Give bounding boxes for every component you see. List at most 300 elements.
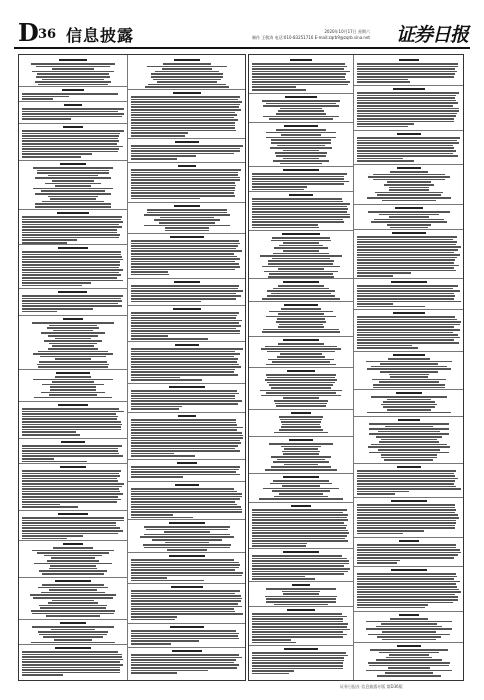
announcement-heading xyxy=(60,622,87,624)
announcement-text-line xyxy=(131,371,234,373)
announcement-text-line xyxy=(357,334,458,336)
announcement-text-line xyxy=(252,655,348,657)
announcement-text-line xyxy=(273,160,329,162)
announcement-heading xyxy=(59,59,88,61)
announcement-text-line xyxy=(159,222,215,224)
announcement-text-line xyxy=(131,301,201,303)
announcement-separator xyxy=(249,367,353,368)
announcement-text-line xyxy=(22,138,118,140)
announcement-separator xyxy=(128,481,246,482)
announcement-text-line xyxy=(357,321,461,323)
announcement-text-line xyxy=(357,602,453,604)
announcement-text-line xyxy=(390,376,427,378)
announcement-text-line xyxy=(160,217,214,219)
announcement-text-line xyxy=(131,595,241,597)
announcement-text-line xyxy=(357,332,453,334)
announcement-heading xyxy=(58,513,89,515)
announcement-text-line xyxy=(131,195,235,197)
announcement-text-line xyxy=(374,219,443,221)
announcement-text-line xyxy=(381,439,437,441)
contact-line: 制作 王敬涛 电话:010-83251716 E-mail:zqrb9@zqrb.sina.net xyxy=(252,35,370,40)
announcement-separator xyxy=(19,369,127,370)
announcement-text-line xyxy=(37,364,109,366)
announcement-text-line xyxy=(22,219,121,221)
announcement-text-line xyxy=(274,496,329,498)
announcement-text-line xyxy=(357,517,459,519)
announcement-text-line xyxy=(252,657,344,659)
announcement-text-line xyxy=(22,496,118,498)
announcement-text-line xyxy=(357,486,456,488)
announcement-text-line xyxy=(22,113,124,115)
announcement-text-line xyxy=(357,560,400,562)
announcement-text-line xyxy=(369,433,449,435)
announcement-text-line xyxy=(163,63,212,65)
announcement-text-line xyxy=(371,366,447,368)
announcement-text-line xyxy=(283,593,320,595)
announcement-text-line xyxy=(367,197,452,199)
announcement-text-line xyxy=(252,639,291,641)
announcement-text-line xyxy=(42,79,104,81)
announcement-text-line xyxy=(131,158,177,160)
announcement-text-line xyxy=(357,71,457,73)
announcement-text-line xyxy=(252,565,344,567)
announcement-text-line xyxy=(357,509,456,511)
announcement-text-line xyxy=(379,381,440,383)
announcement-heading xyxy=(172,650,203,652)
announcement-text-line xyxy=(380,363,439,365)
announcement-text-line xyxy=(280,353,321,355)
announcement-text-line xyxy=(22,533,118,535)
announcement-text-line xyxy=(381,623,437,625)
announcement-separator xyxy=(19,644,127,645)
announcement-separator xyxy=(354,537,464,538)
announcement-text-line xyxy=(357,244,456,246)
announcement-text-line xyxy=(22,455,123,457)
announcement-text-line xyxy=(252,63,345,65)
announcement-text-line xyxy=(22,277,117,279)
announcement-text-line xyxy=(266,316,336,318)
announcement-text-line xyxy=(390,171,428,173)
announcement-text-line xyxy=(131,145,243,147)
announcement-text-line xyxy=(22,530,123,532)
announcement-text-line xyxy=(357,145,453,147)
announcement-text-line xyxy=(283,453,319,455)
announcement-text-line xyxy=(273,480,329,482)
announcement-text-line xyxy=(52,600,93,602)
announcement-text-line xyxy=(357,326,454,328)
announcement-separator xyxy=(19,123,127,124)
announcement-heading xyxy=(63,126,84,128)
announcement-text-line xyxy=(131,114,237,116)
announcement-text-line xyxy=(252,221,344,223)
announcement-text-line xyxy=(22,651,118,653)
announcement-text-line xyxy=(265,469,337,471)
announcement-separator xyxy=(128,162,246,163)
announcement-text-line xyxy=(388,358,431,360)
announcement-text-line xyxy=(22,234,120,236)
announcement-heading xyxy=(56,372,90,374)
announcement-text-line xyxy=(33,597,114,599)
announcement-text-line xyxy=(274,247,328,249)
announcement-heading xyxy=(287,370,315,372)
announcement-separator xyxy=(354,611,464,612)
announcement-column xyxy=(249,55,353,680)
announcement-text-line xyxy=(146,529,228,531)
announcement-text-line xyxy=(369,423,448,425)
announcement-column xyxy=(354,55,464,680)
announcement-heading xyxy=(391,281,426,283)
announcement-text-line xyxy=(369,452,450,454)
announcement-text-line xyxy=(282,424,320,426)
announcement-text-line xyxy=(378,431,441,433)
announcement-heading xyxy=(62,89,84,91)
section-title: 信息披露 xyxy=(66,26,135,45)
announcement-text-line xyxy=(357,110,459,112)
announcement-text-line xyxy=(276,321,326,323)
announcement-text-line xyxy=(357,118,454,120)
announcement-text-line xyxy=(32,322,114,324)
announcement-text-line xyxy=(131,312,239,314)
announcement-text-line xyxy=(357,599,458,601)
announcement-text-line xyxy=(357,121,454,123)
announcement-text-line xyxy=(22,118,71,120)
announcement-text-line xyxy=(252,568,350,570)
left-announcement-panel xyxy=(18,54,246,681)
announcement-text-line xyxy=(131,471,236,473)
announcement-text-line xyxy=(131,245,238,247)
announcement-text-line xyxy=(131,450,240,452)
announcement-text-line xyxy=(387,399,432,401)
announcement-text-line xyxy=(165,542,209,544)
announcement-separator xyxy=(128,89,246,90)
announcement-text-line xyxy=(131,455,195,457)
announcement-heading xyxy=(287,609,314,611)
announcement-text-line xyxy=(386,657,431,659)
announcement-text-line xyxy=(357,324,460,326)
announcement-text-line xyxy=(357,158,403,160)
announcement-text-line xyxy=(279,493,322,495)
announcement-heading xyxy=(174,205,200,207)
page-header xyxy=(14,20,470,46)
announcement-text-line xyxy=(252,525,347,527)
announcement-text-line xyxy=(131,130,236,132)
announcement-text-line xyxy=(151,76,222,78)
announcement-text-line xyxy=(381,457,437,459)
announcement-text-line xyxy=(252,224,318,226)
announcement-separator xyxy=(249,278,353,279)
announcement-separator xyxy=(249,191,353,192)
announcement-text-line xyxy=(252,203,350,205)
announcement-text-line xyxy=(252,563,349,565)
announcement-text-line xyxy=(22,256,122,258)
announcement-text-line xyxy=(131,240,239,242)
announcement-text-line xyxy=(22,295,123,297)
announcement-text-line xyxy=(366,670,451,672)
announcement-separator xyxy=(128,647,246,648)
announcement-text-line xyxy=(278,110,324,112)
announcement-text-line xyxy=(164,531,210,533)
announcement-text-line xyxy=(22,499,121,501)
announcement-text-line xyxy=(384,184,433,186)
announcement-text-line xyxy=(131,243,240,245)
announcement-text-line xyxy=(252,86,296,88)
announcement-separator xyxy=(249,473,353,474)
announcement-text-line xyxy=(252,189,304,191)
announcement-text-line xyxy=(131,659,236,661)
announcement-text-line xyxy=(50,198,97,200)
announcement-text-line xyxy=(252,509,347,511)
announcement-text-line xyxy=(39,570,106,572)
announcement-text-line xyxy=(357,512,455,514)
announcement-text-line xyxy=(373,174,445,176)
announcement-text-line xyxy=(131,315,237,317)
announcement-text-line xyxy=(22,298,121,300)
announcement-text-line xyxy=(373,384,445,386)
announcement-text-line xyxy=(271,240,332,242)
announcement-text-line xyxy=(385,672,433,674)
announcement-text-line xyxy=(357,488,461,490)
announcement-text-line xyxy=(357,530,424,532)
announcement-text-line xyxy=(264,271,338,273)
announcement-text-line xyxy=(252,519,348,521)
announcement-text-line xyxy=(131,514,173,516)
announcement-text-line xyxy=(22,480,118,482)
announcement-text-line xyxy=(22,522,116,524)
announcement-text-line xyxy=(252,662,343,664)
announcement-text-line xyxy=(131,600,241,602)
announcement-text-line xyxy=(22,261,120,263)
announcement-separator xyxy=(128,202,246,203)
announcement-separator xyxy=(128,278,246,279)
announcement-text-line xyxy=(131,569,235,571)
announcement-text-line xyxy=(22,672,120,674)
announcement-heading xyxy=(291,412,311,414)
announcement-text-line xyxy=(382,639,436,641)
announcement-text-line xyxy=(252,89,306,91)
announcement-text-line xyxy=(252,216,350,218)
announcement-text-line xyxy=(131,122,235,124)
announcement-text-line xyxy=(262,331,340,333)
announcement-text-line xyxy=(282,485,320,487)
announcement-text-line xyxy=(131,351,235,353)
announcement-text-line xyxy=(263,105,340,107)
announcement-text-line xyxy=(357,288,453,290)
announcement-text-line xyxy=(267,295,336,297)
announcement-separator xyxy=(19,244,127,245)
announcement-text-line xyxy=(131,427,243,429)
announcement-text-line xyxy=(357,267,454,269)
announcement-text-line xyxy=(131,398,235,400)
announcement-text-line xyxy=(252,576,305,578)
announcement-text-line xyxy=(131,330,240,332)
announcement-text-line xyxy=(50,565,96,567)
announcement-text-line xyxy=(357,491,409,493)
announcement-text-line xyxy=(39,605,107,607)
announcement-text-line xyxy=(357,126,408,128)
announcement-text-line xyxy=(357,607,425,609)
announcement-text-line xyxy=(252,66,347,68)
announcement-text-line xyxy=(22,525,116,527)
announcement-text-line xyxy=(35,177,112,179)
announcement-text-line xyxy=(131,274,169,276)
announcement-text-line xyxy=(131,630,236,632)
announcement-text-line xyxy=(274,604,328,606)
announcement-text-line xyxy=(155,71,218,73)
announcement-text-line xyxy=(279,429,324,431)
announcement-text-line xyxy=(357,591,461,593)
announcement-column xyxy=(19,55,127,680)
announcement-heading xyxy=(391,500,427,502)
announcement-text-line xyxy=(22,488,119,490)
announcement-text-line xyxy=(131,469,239,471)
announcement-text-line xyxy=(252,555,342,557)
announcement-text-line xyxy=(148,84,227,86)
announcement-text-line xyxy=(131,667,237,669)
announcement-separator xyxy=(19,315,127,316)
announcement-text-line xyxy=(252,642,296,644)
announcement-text-line xyxy=(131,664,239,666)
announcement-text-line xyxy=(278,343,324,345)
announcement-heading xyxy=(170,626,203,628)
announcement-text-line xyxy=(42,384,104,386)
announcement-text-line xyxy=(373,387,445,389)
announcement-text-line xyxy=(387,409,430,411)
announcement-text-line xyxy=(131,393,239,395)
announcement-text-line xyxy=(43,636,104,638)
announcement-text-line xyxy=(272,258,331,260)
announcement-text-line xyxy=(280,163,323,165)
announcement-text-line xyxy=(22,661,120,663)
announcement-text-line xyxy=(131,580,204,582)
announcement-text-line xyxy=(165,227,208,229)
announcement-text-line xyxy=(131,185,236,187)
announcement-heading xyxy=(64,104,82,106)
announcement-text-line xyxy=(131,317,236,319)
announcement-separator xyxy=(354,463,464,464)
announcement-text-line xyxy=(131,358,238,360)
announcement-text-line xyxy=(357,319,457,321)
announcement-text-line xyxy=(55,338,91,340)
announcement-text-line xyxy=(252,517,347,519)
announcement-text-line xyxy=(22,280,123,282)
announcement-text-line xyxy=(357,507,455,509)
announcement-text-line xyxy=(357,573,456,575)
announcement-text-line xyxy=(281,426,320,428)
announcement-text-line xyxy=(269,443,334,445)
announcement-text-line xyxy=(266,364,337,366)
announcement-text-line xyxy=(371,221,446,223)
announcement-text-line xyxy=(131,408,179,410)
announcement-text-line xyxy=(131,379,202,381)
announcement-text-line xyxy=(357,478,458,480)
announcement-text-line xyxy=(272,237,331,239)
announcement-column xyxy=(128,55,246,680)
announcement-text-line xyxy=(252,219,343,221)
announcement-text-line xyxy=(131,361,237,363)
announcement-text-line xyxy=(22,143,117,145)
announcement-heading xyxy=(60,466,86,468)
announcement-heading xyxy=(397,133,422,135)
announcement-text-line xyxy=(131,654,239,656)
announcement-text-line xyxy=(131,445,238,447)
announcement-text-line xyxy=(382,200,436,202)
announcement-text-line xyxy=(22,434,80,436)
announcement-heading xyxy=(391,569,427,571)
announcement-separator xyxy=(249,122,353,123)
announcement-text-line xyxy=(144,214,229,216)
announcement-text-line xyxy=(22,96,69,98)
announcement-text-line xyxy=(131,559,234,561)
announcement-separator xyxy=(249,436,353,437)
announcement-text-line xyxy=(48,348,99,350)
announcement-text-line xyxy=(252,535,347,537)
announcement-text-line xyxy=(372,379,445,381)
announcement-text-line xyxy=(131,670,208,672)
announcement-text-line xyxy=(262,298,340,300)
announcement-heading xyxy=(55,580,91,582)
announcement-text-line xyxy=(131,635,238,637)
announcement-text-line xyxy=(131,338,208,340)
announcement-text-line xyxy=(22,424,122,426)
announcement-text-line xyxy=(131,662,234,664)
announcement-text-line xyxy=(131,266,240,268)
announcement-text-line xyxy=(265,379,337,381)
announcement-text-line xyxy=(22,305,122,307)
announcement-text-line xyxy=(252,530,348,532)
announcement-text-line xyxy=(357,137,460,139)
announcement-heading xyxy=(283,281,320,283)
announcement-separator xyxy=(354,229,464,230)
announcement-text-line xyxy=(357,604,428,606)
announcement-text-line xyxy=(22,413,116,415)
announcement-heading xyxy=(398,419,419,421)
announcement-heading xyxy=(55,647,91,649)
announcement-text-line xyxy=(368,662,450,664)
announcement-text-line xyxy=(373,179,445,181)
announcement-text-line xyxy=(357,554,458,556)
announcement-text-line xyxy=(33,188,113,190)
announcement-text-line xyxy=(131,511,242,513)
announcement-text-line xyxy=(131,616,177,618)
announcement-text-line xyxy=(131,198,200,200)
announcement-text-line xyxy=(41,190,105,192)
announcement-text-line xyxy=(357,493,395,495)
announcement-text-line xyxy=(357,544,456,546)
announcement-text-line xyxy=(22,669,120,671)
announcement-text-line xyxy=(274,432,329,434)
announcement-text-line xyxy=(22,116,122,118)
announcement-heading xyxy=(169,386,205,388)
announcement-text-line xyxy=(33,167,113,169)
issue-date: 2020年10月17日 星期六 xyxy=(324,29,370,34)
announcement-text-line xyxy=(261,348,340,350)
announcement-text-line xyxy=(271,456,331,458)
announcement-text-line xyxy=(357,155,458,157)
announcement-text-line xyxy=(22,274,121,276)
announcement-text-line xyxy=(50,386,97,388)
announcement-text-line xyxy=(52,345,94,347)
announcement-text-line xyxy=(131,476,183,478)
announcement-text-line xyxy=(266,103,336,105)
announcement-heading xyxy=(178,415,197,417)
announcement-heading xyxy=(58,247,89,249)
announcement-text-line xyxy=(48,196,98,198)
announcement-text-line xyxy=(131,353,240,355)
announcement-heading xyxy=(175,344,200,346)
announcement-heading xyxy=(285,96,317,98)
announcement-separator xyxy=(19,463,127,464)
announcement-text-line xyxy=(283,150,319,152)
